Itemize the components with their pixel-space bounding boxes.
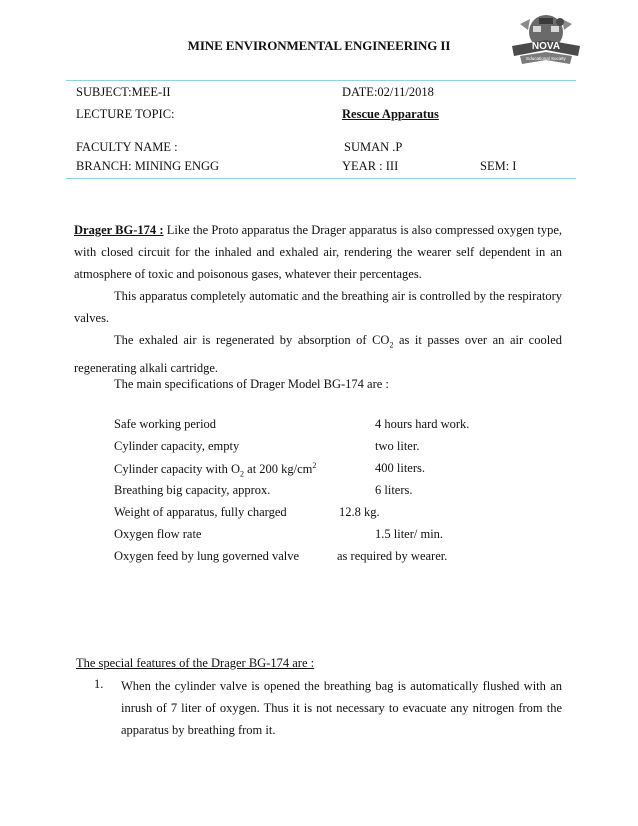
paragraph-specs-intro-text: The main specifications of Drager Model BG-174 are :	[114, 377, 389, 391]
spec-label-weight: Weight of apparatus, fully charged	[114, 505, 287, 519]
year-label: YEAR : III	[342, 159, 399, 173]
document-title: MINE ENVIRONMENTAL ENGINEERING II	[187, 38, 451, 53]
paragraph-regeneration-text-a: The exhaled air is regenerated by absorption of CO	[114, 333, 390, 347]
feature-number: 1.	[94, 677, 104, 691]
o2-subscript: 2	[240, 469, 245, 479]
features-heading: The special features of the Drager BG-174 are :	[76, 656, 315, 670]
spec-label-oxygen-flow: Oxygen flow rate	[114, 527, 202, 541]
logo-subtext: Educational Society	[526, 56, 566, 61]
paragraph-specs-intro	[74, 373, 562, 395]
branch-label: BRANCH: MINING ENGG	[76, 159, 220, 173]
paragraph-automatic	[74, 285, 562, 329]
spec-value-oxygen-feed: as required by wearer.	[337, 549, 448, 563]
paragraph-intro	[74, 219, 562, 285]
drager-heading: Drager BG-174 :	[74, 223, 164, 237]
spec-value-cylinder-empty: two liter.	[375, 439, 420, 453]
semester-label: SEM: I	[480, 159, 517, 173]
paragraph-intro-text: Like the Proto apparatus the Drager apparatus is also compressed oxygen type, with closed circuit for the inhaled and exhaled air, rendering the wearer self dependent in an atmosphere of toxic and poisonous gases, whatever their percentages.	[74, 223, 563, 281]
paragraph-regeneration-text-b: as it passes over an air cooled regenerating alkali cartridge.	[74, 333, 562, 375]
header-rule-top	[66, 80, 576, 81]
spec-value-safe-working-period: 4 hours hard work.	[375, 417, 470, 431]
co2-subscript: 2	[389, 340, 394, 350]
logo-text: NOVA	[531, 41, 561, 52]
lecture-topic-label: LECTURE TOPIC:	[76, 107, 175, 121]
spec-value-weight: 12.8 kg.	[339, 505, 380, 519]
header-rule-bottom	[66, 178, 576, 179]
spec-value-oxygen-flow: 1.5 liter/ min.	[375, 527, 444, 541]
paragraph-regeneration	[74, 329, 562, 379]
cm2-superscript: 2	[312, 461, 317, 470]
lecture-topic-value: Rescue Apparatus	[342, 107, 439, 121]
spec-value-cylinder-with-oxygen: 400 liters.	[375, 461, 425, 475]
spec-label-oxygen-feed: Oxygen feed by lung governed valve	[114, 549, 300, 563]
date-label: DATE:02/11/2018	[342, 85, 434, 99]
faculty-name-value: SUMAN .P	[344, 140, 403, 154]
spec-value-breathing-bag: 6 liters.	[375, 483, 413, 497]
subject-label: SUBJECT:MEE-II	[76, 85, 171, 99]
spec-label-breathing-bag: Breathing big capacity, approx.	[114, 483, 271, 497]
paragraph-automatic-text: This apparatus completely automatic and the breathing air is controlled by the respiratory valves.	[74, 289, 562, 325]
spec-label-cylinder-empty: Cylinder capacity, empty	[114, 439, 240, 453]
spec-label-cylinder-with-oxygen-b: at 200 kg/cm	[244, 462, 313, 477]
faculty-name-label: FACULTY NAME :	[76, 140, 178, 154]
spec-label-cylinder-with-oxygen-a: Cylinder capacity with O	[114, 462, 241, 477]
nova-logo	[506, 10, 586, 74]
feature-text: When the cylinder valve is opened the breathing bag is automatically flushed with an inrush of 7 liter of oxygen. Thus it is not necessary to evacuate any nitrogen from the apparatus by breathing from it.	[121, 679, 562, 737]
spec-label-cylinder-with-oxygen	[114, 461, 316, 479]
spec-label-safe-working-period: Safe working period	[114, 417, 217, 431]
